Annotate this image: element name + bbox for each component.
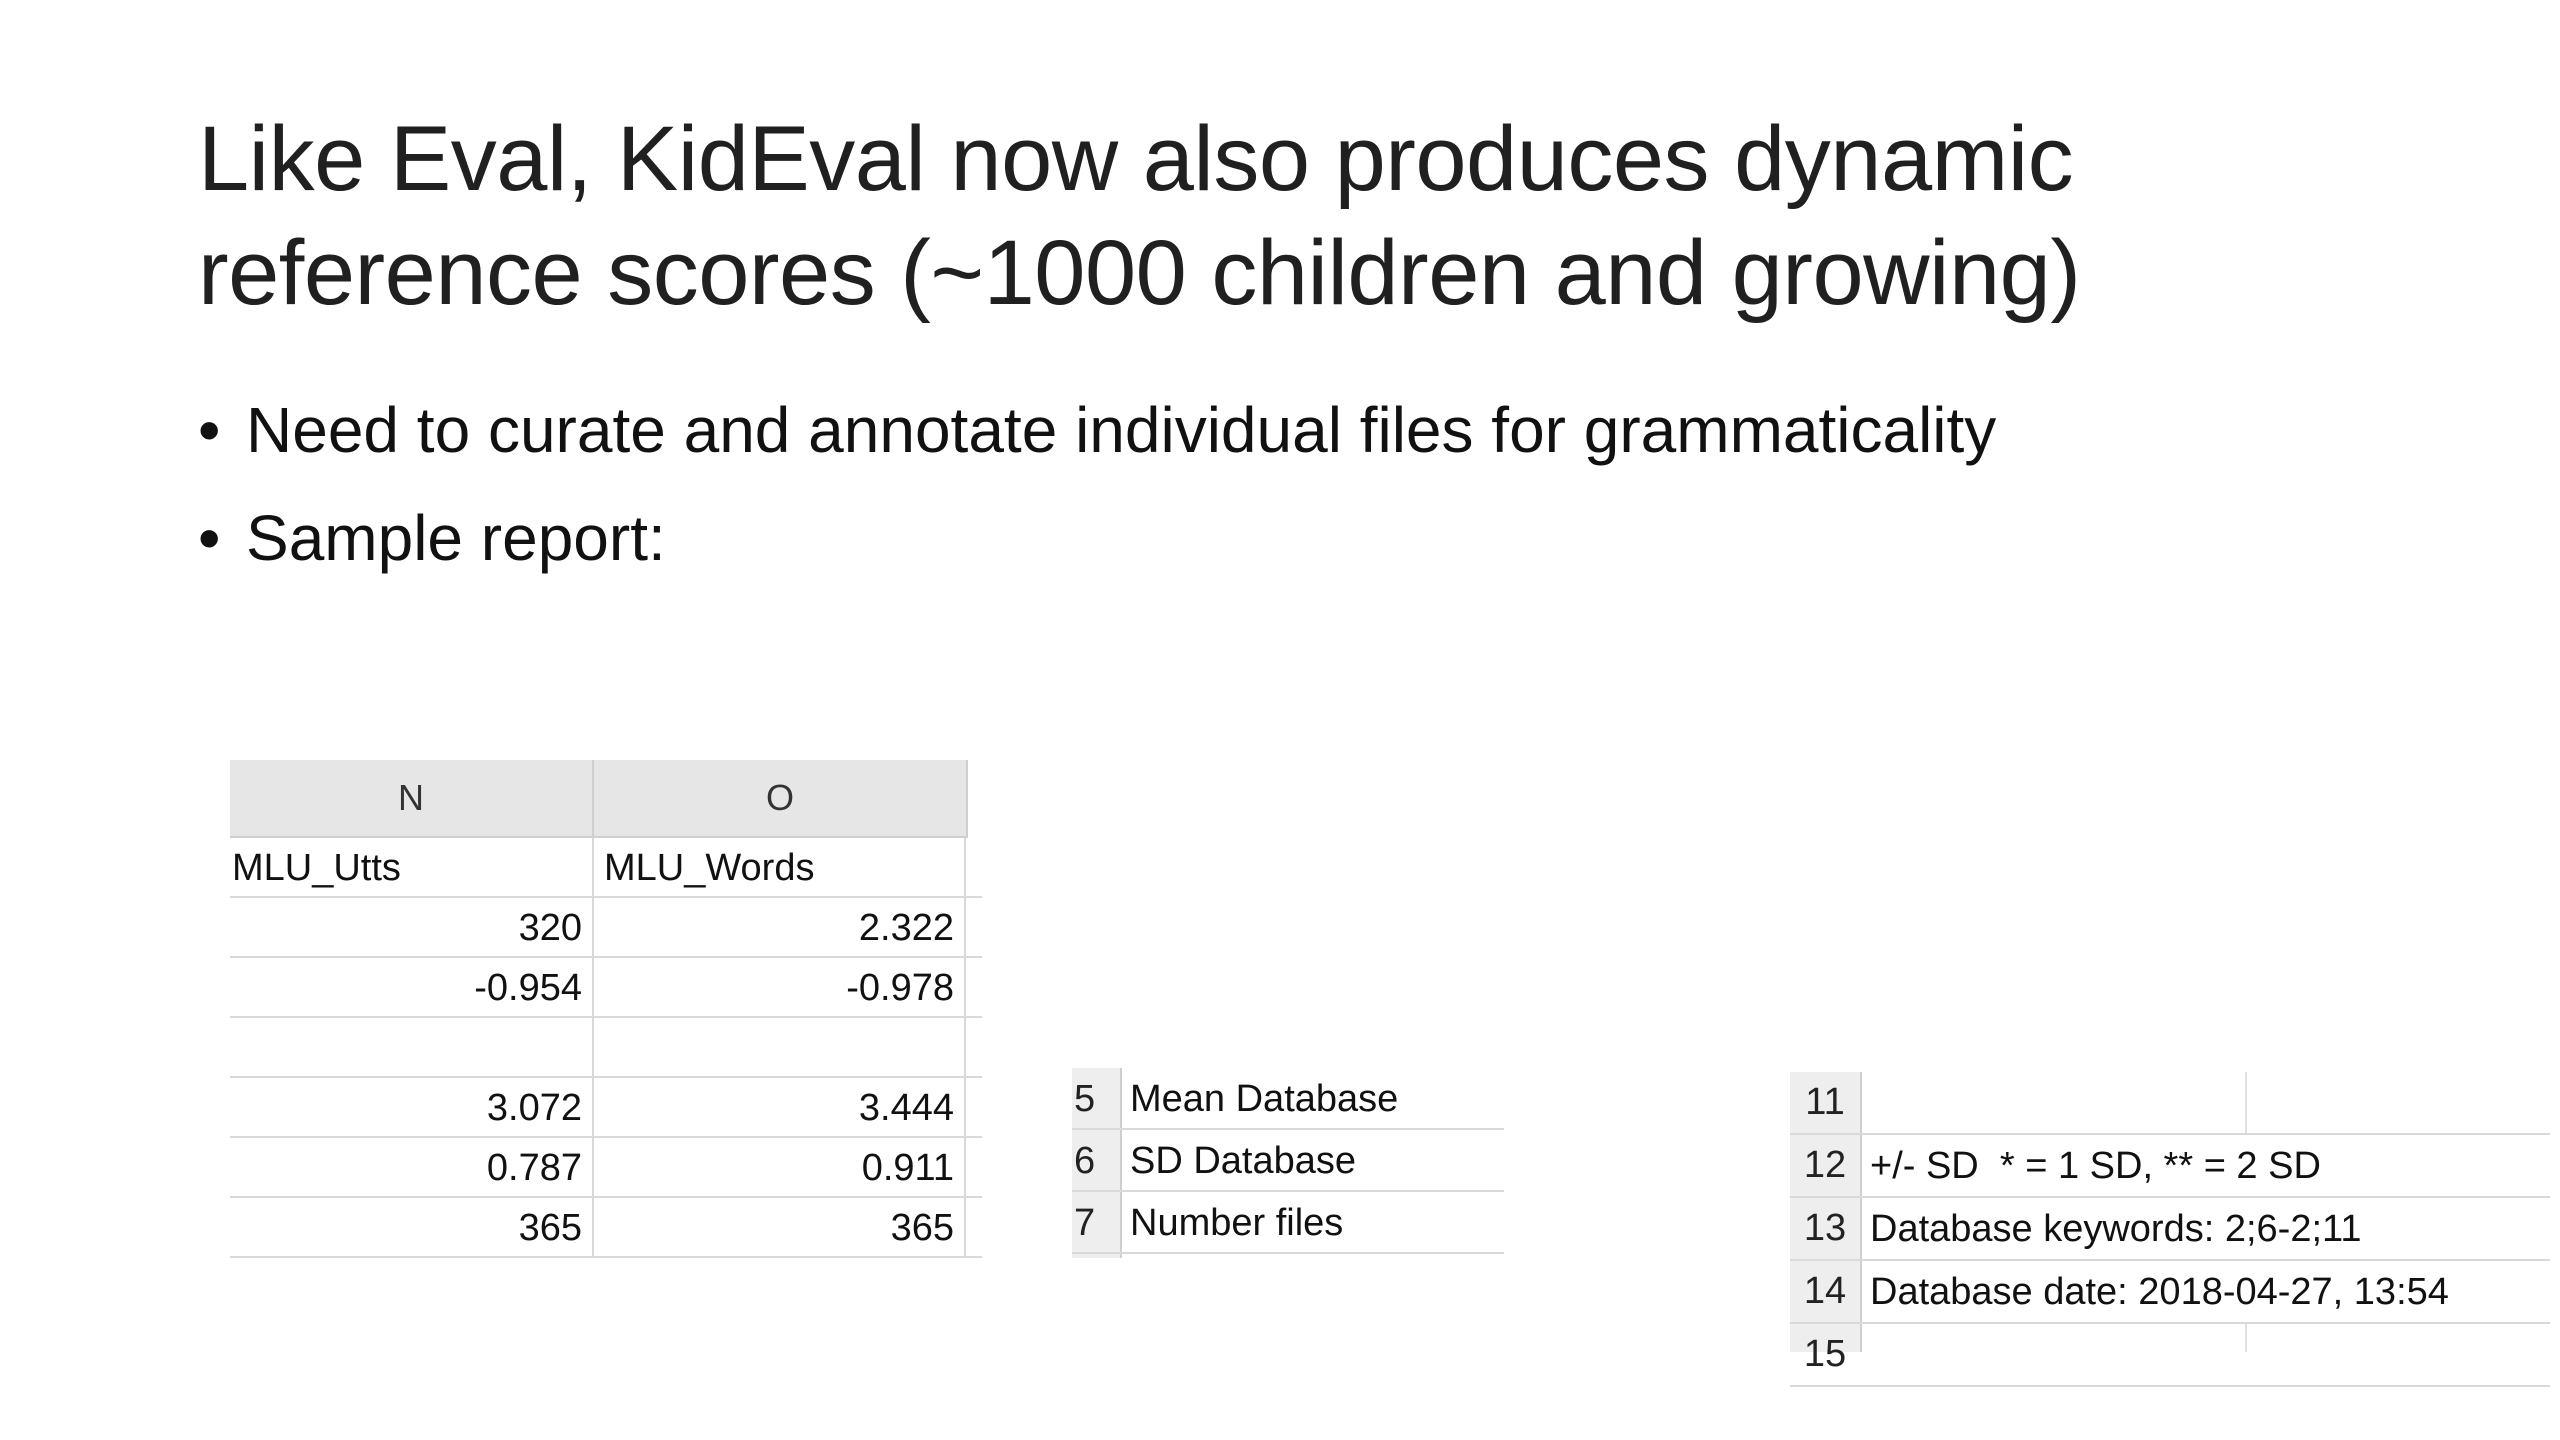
row-number: 7 bbox=[1074, 1202, 1096, 1244]
row-number: 12 bbox=[1803, 1144, 1847, 1186]
bullet-text: Need to curate and annotate individual files for grammaticality bbox=[246, 394, 1997, 466]
table-row bbox=[230, 1018, 982, 1078]
table-cell: -0.978 bbox=[594, 958, 966, 1016]
table-row bbox=[1072, 1192, 1504, 1254]
row-number: 5 bbox=[1074, 1078, 1096, 1120]
bullet-item bbox=[198, 498, 2398, 578]
table-cell: 320 bbox=[230, 898, 594, 956]
table-row bbox=[230, 1138, 982, 1198]
bullet-list bbox=[198, 390, 2398, 606]
bullet-dot-icon: • bbox=[198, 502, 221, 574]
table-row bbox=[1790, 1135, 2550, 1198]
table-cell bbox=[230, 1018, 594, 1076]
header-cell-mlu-utts: MLU_Utts bbox=[222, 838, 594, 896]
table-cell: 3.444 bbox=[594, 1078, 966, 1136]
table-cell: 2.322 bbox=[594, 898, 966, 956]
table-row bbox=[1790, 1324, 2550, 1387]
row-text bbox=[1870, 1324, 1876, 1385]
spreadsheet-excerpt-row-labels bbox=[1072, 1068, 1504, 1258]
table-cell: 3.072 bbox=[230, 1078, 594, 1136]
row-label: Number files bbox=[1130, 1202, 1344, 1244]
table-row bbox=[230, 838, 982, 898]
row-text: +/- SD * = 1 SD, ** = 2 SD bbox=[1870, 1135, 2327, 1196]
row-number: 11 bbox=[1805, 1081, 1845, 1123]
table-cell: 365 bbox=[594, 1198, 966, 1256]
row-number: 6 bbox=[1074, 1140, 1096, 1182]
title-line-2: reference scores (~1000 children and growing) bbox=[198, 222, 2081, 324]
table-cell: -0.954 bbox=[230, 958, 594, 1016]
column-header-o: O bbox=[594, 760, 968, 838]
row-text: Database date: 2018-04-27, 13:54 bbox=[1870, 1261, 2455, 1322]
table-cell bbox=[594, 1018, 966, 1076]
table-row bbox=[1790, 1072, 2550, 1135]
row-label: Mean Database bbox=[1130, 1078, 1399, 1120]
row-number: 15 bbox=[1803, 1333, 1847, 1375]
bullet-text: Sample report: bbox=[246, 502, 666, 574]
table-row bbox=[1072, 1130, 1504, 1192]
table-row bbox=[1790, 1261, 2550, 1324]
table-row bbox=[1790, 1198, 2550, 1261]
row-number: 13 bbox=[1803, 1207, 1847, 1249]
title-line-1: Like Eval, KidEval now also produces dynamic bbox=[198, 108, 2074, 210]
row-text bbox=[1870, 1072, 1876, 1133]
table-cell: 365 bbox=[230, 1198, 594, 1256]
spreadsheet-excerpt-columns bbox=[230, 760, 985, 1260]
column-header-n: N bbox=[230, 760, 594, 838]
table-row bbox=[230, 958, 982, 1018]
row-label: SD Database bbox=[1130, 1140, 1357, 1182]
table-cell: 0.787 bbox=[230, 1138, 594, 1196]
table-cell: 0.911 bbox=[594, 1138, 966, 1196]
bullet-item bbox=[198, 390, 2398, 470]
row-number: 14 bbox=[1803, 1270, 1847, 1312]
table-row bbox=[230, 898, 982, 958]
header-cell-mlu-words: MLU_Words bbox=[594, 838, 966, 896]
spreadsheet-excerpt-database-notes bbox=[1790, 1072, 2550, 1375]
table-row bbox=[230, 1198, 982, 1258]
slide-title bbox=[198, 102, 2348, 330]
table-row bbox=[230, 1078, 982, 1138]
bullet-dot-icon: • bbox=[198, 394, 221, 466]
table-row bbox=[1072, 1068, 1504, 1130]
row-text: Database keywords: 2;6-2;11 bbox=[1870, 1198, 2367, 1259]
